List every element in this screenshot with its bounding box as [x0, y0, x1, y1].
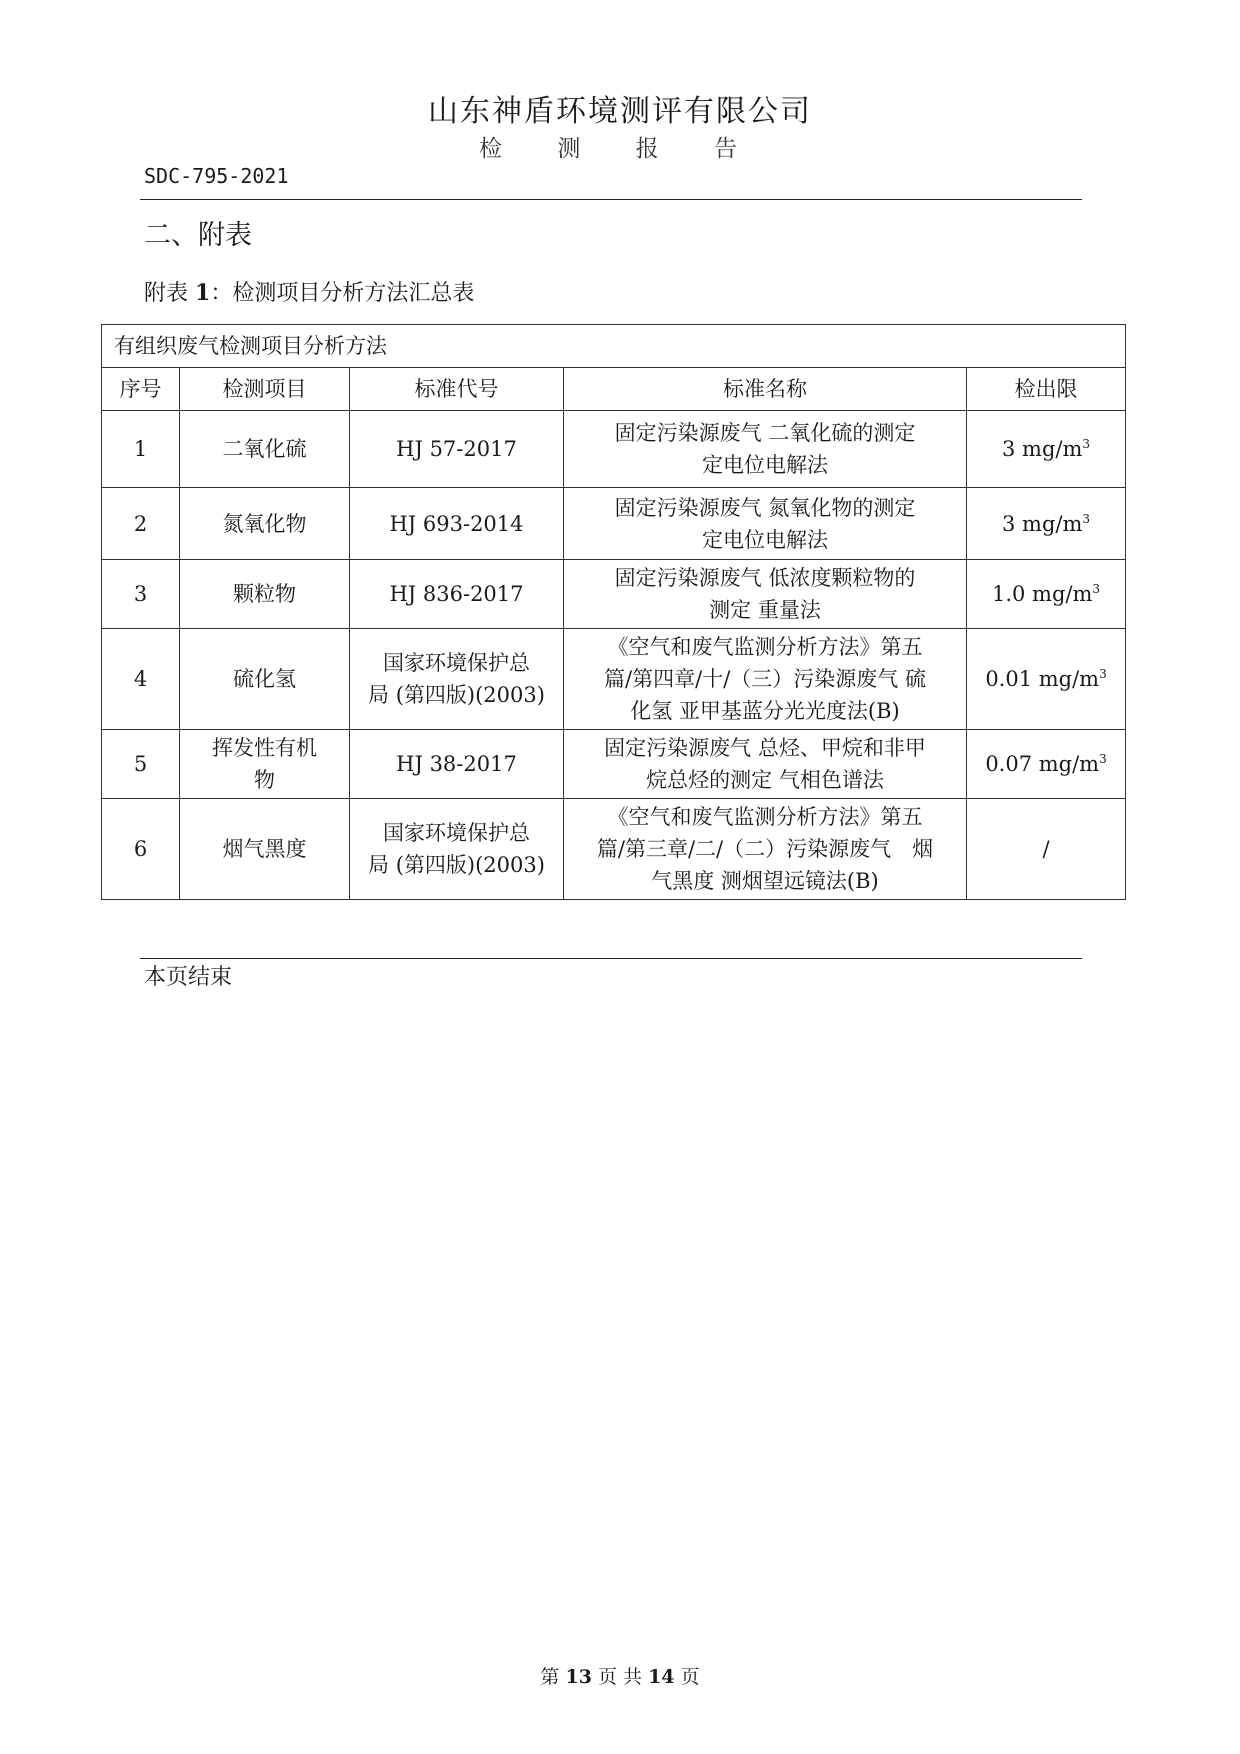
row-item: 颗粒物: [180, 560, 350, 629]
row-standard-name: 固定污染源废气 氮氧化物的测定 定电位电解法: [564, 488, 967, 560]
page-end-note: 本页结束: [144, 965, 233, 990]
current-page: 13: [565, 1666, 592, 1688]
row-item: 氮氧化物: [180, 488, 350, 560]
column-header: 标准代号: [350, 368, 564, 411]
table-header-row: [102, 368, 1126, 411]
row-item: 烟气黑度: [180, 799, 350, 900]
table-row: [102, 799, 1126, 900]
column-header: 序号: [102, 368, 180, 411]
total-pages: 14: [648, 1666, 675, 1688]
table-row: [102, 629, 1126, 730]
row-detection-limit: 1.0 $mg/m^3$: [967, 560, 1126, 629]
table-row: [102, 411, 1126, 488]
company-name: 山东神盾环境测评有限公司: [428, 94, 812, 129]
row-code: 国家环境保护总 局 (第四版)(2003): [350, 799, 564, 900]
row-code: HJ 836-2017: [350, 560, 564, 629]
table-caption-number: 1: [195, 280, 211, 306]
row-detection-limit: 3 $mg/m^3$: [967, 411, 1126, 488]
table-caption: [144, 276, 474, 307]
column-header: 检测项目: [180, 368, 350, 411]
row-number: 2: [102, 488, 180, 560]
row-detection-limit: 3 $mg/m^3$: [967, 488, 1126, 560]
row-detection-limit: 0.01 $mg/m^3$: [967, 629, 1126, 730]
analysis-methods-table: [101, 324, 1126, 900]
row-item: 二氧化硫: [180, 411, 350, 488]
section-title: 二、附表: [144, 220, 252, 251]
page-number: 第 13 页 共 14 页: [540, 1666, 700, 1688]
table-caption-text: ：检测项目分析方法汇总表: [210, 281, 475, 306]
row-standard-name: 《空气和废气监测分析方法》第五 篇/第三章/二/（二）污染源废气 烟 气黑度 测烟望远镜法(B): [564, 799, 967, 900]
row-standard-name: 固定污染源废气 低浓度颗粒物的 测定 重量法: [564, 560, 967, 629]
table-caption-prefix: 附表: [144, 281, 189, 306]
row-detection-limit: 0.07 $mg/m^3$: [967, 730, 1126, 799]
row-number: 4: [102, 629, 180, 730]
row-detection-limit: /: [967, 799, 1126, 900]
row-standard-name: 固定污染源废气 二氧化硫的测定 定电位电解法: [564, 411, 967, 488]
table-group-row: [102, 325, 1126, 368]
column-header: 检出限: [967, 368, 1126, 411]
table-row: [102, 488, 1126, 560]
row-code: HJ 57-2017: [350, 411, 564, 488]
header-rule: [140, 199, 1082, 200]
table-row: [102, 560, 1126, 629]
row-standard-name: 固定污染源废气 总烃、甲烷和非甲 烷总烃的测定 气相色谱法: [564, 730, 967, 799]
row-standard-name: 《空气和废气监测分析方法》第五 篇/第四章/十/（三）污染源废气 硫 化氢 亚甲基蓝分光光度法(B): [564, 629, 967, 730]
report-type: 检 测 报 告: [479, 136, 761, 162]
row-code: HJ 38-2017: [350, 730, 564, 799]
report-number: SDC-795-2021: [144, 164, 289, 188]
column-header: 标准名称: [564, 368, 967, 411]
row-number: 5: [102, 730, 180, 799]
row-number: 6: [102, 799, 180, 900]
row-code: HJ 693-2014: [350, 488, 564, 560]
row-item: 挥发性有机 物: [180, 730, 350, 799]
table-group-title: 有组织废气检测项目分析方法: [102, 325, 1126, 368]
row-item: 硫化氢: [180, 629, 350, 730]
end-rule: [140, 958, 1082, 959]
row-code: 国家环境保护总 局 (第四版)(2003): [350, 629, 564, 730]
row-number: 1: [102, 411, 180, 488]
table-row: [102, 730, 1126, 799]
row-number: 3: [102, 560, 180, 629]
